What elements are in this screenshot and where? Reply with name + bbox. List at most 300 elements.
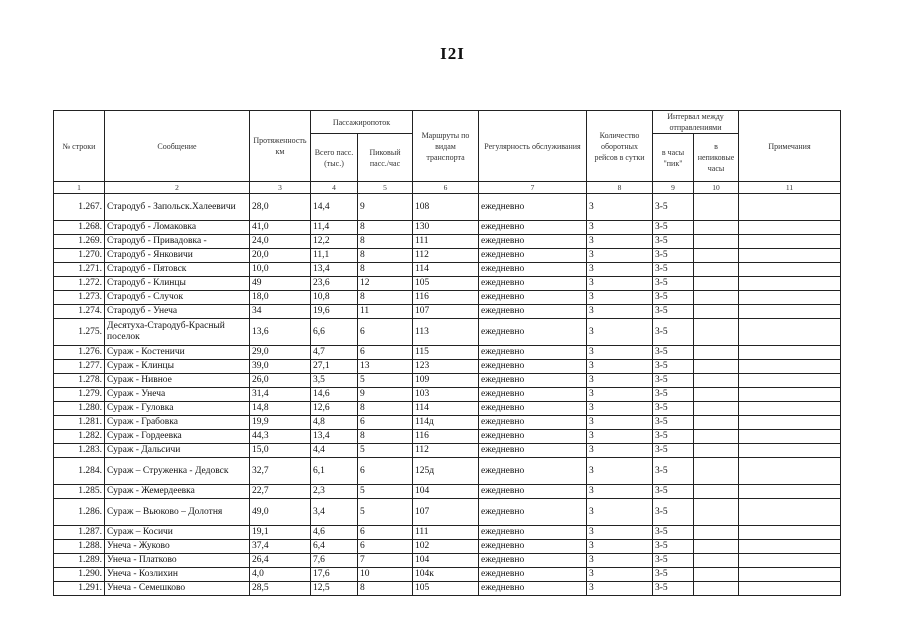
interval-offpeak-cell [694, 263, 739, 277]
passenger-peak-cell: 6 [358, 346, 413, 360]
table-row [54, 582, 841, 596]
route-name-cell: Сураж - Грабовка [105, 416, 250, 430]
row-number-cell: 1.275. [54, 319, 105, 346]
column-number: 4 [311, 182, 358, 194]
interval-offpeak-cell [694, 305, 739, 319]
interval-offpeak-cell [694, 430, 739, 444]
length-cell: 44,3 [250, 430, 311, 444]
route-name-cell: Стародуб - Случок [105, 291, 250, 305]
column-number: 11 [739, 182, 841, 194]
row-number-cell: 1.286. [54, 499, 105, 526]
passenger-peak-cell: 6 [358, 458, 413, 485]
passenger-total-cell: 10,8 [311, 291, 358, 305]
interval-peak-cell: 3-5 [653, 568, 694, 582]
length-cell: 34 [250, 305, 311, 319]
notes-cell [739, 540, 841, 554]
route-number-cell: 123 [413, 360, 479, 374]
passenger-peak-cell: 5 [358, 374, 413, 388]
notes-cell [739, 194, 841, 221]
column-number: 2 [105, 182, 250, 194]
length-cell: 20,0 [250, 249, 311, 263]
column-number: 8 [587, 182, 653, 194]
interval-offpeak-cell [694, 346, 739, 360]
interval-offpeak-cell [694, 277, 739, 291]
route-number-cell: 113 [413, 319, 479, 346]
interval-offpeak-cell [694, 319, 739, 346]
header-trips: Количество оборотных рейсов в сутки [587, 111, 653, 182]
passenger-peak-cell: 5 [358, 485, 413, 499]
trips-cell: 3 [587, 485, 653, 499]
trips-cell: 3 [587, 568, 653, 582]
route-name-cell: Стародуб - Унеча [105, 305, 250, 319]
interval-peak-cell: 3-5 [653, 554, 694, 568]
table-row [54, 277, 841, 291]
regularity-cell: ежедневно [479, 388, 587, 402]
passenger-peak-cell: 8 [358, 249, 413, 263]
route-number-cell: 109 [413, 374, 479, 388]
routes-table [53, 110, 841, 596]
row-number-cell: 1.279. [54, 388, 105, 402]
passenger-total-cell: 11,4 [311, 221, 358, 235]
row-number-cell: 1.287. [54, 526, 105, 540]
passenger-total-cell: 23,6 [311, 277, 358, 291]
route-number-cell: 116 [413, 291, 479, 305]
header-interval: Интервал между отправлениями [653, 111, 739, 134]
trips-cell: 3 [587, 582, 653, 596]
length-cell: 26,0 [250, 374, 311, 388]
interval-offpeak-cell [694, 194, 739, 221]
notes-cell [739, 485, 841, 499]
route-number-cell: 115 [413, 346, 479, 360]
length-cell: 10,0 [250, 263, 311, 277]
table-row [54, 388, 841, 402]
route-number-cell: 104 [413, 485, 479, 499]
route-name-cell: Сураж - Гордеевка [105, 430, 250, 444]
length-cell: 49 [250, 277, 311, 291]
route-name-cell: Сураж - Гуловка [105, 402, 250, 416]
passenger-total-cell: 3,4 [311, 499, 358, 526]
interval-offpeak-cell [694, 360, 739, 374]
table-row [54, 374, 841, 388]
interval-offpeak-cell [694, 582, 739, 596]
regularity-cell: ежедневно [479, 444, 587, 458]
route-name-cell: Сураж - Клинцы [105, 360, 250, 374]
route-number-cell: 112 [413, 249, 479, 263]
table-row [54, 540, 841, 554]
length-cell: 37,4 [250, 540, 311, 554]
route-name-cell: Сураж – Вьюково – Долотня [105, 499, 250, 526]
route-name-cell: Стародуб - Пятовск [105, 263, 250, 277]
header-regularity: Регулярность обслуживания [479, 111, 587, 182]
regularity-cell: ежедневно [479, 416, 587, 430]
passenger-peak-cell: 6 [358, 319, 413, 346]
passenger-total-cell: 3,5 [311, 374, 358, 388]
interval-peak-cell: 3-5 [653, 277, 694, 291]
length-cell: 13,6 [250, 319, 311, 346]
route-name-cell: Стародуб - Ломаковка [105, 221, 250, 235]
interval-offpeak-cell [694, 388, 739, 402]
passenger-total-cell: 14,4 [311, 194, 358, 221]
length-cell: 24,0 [250, 235, 311, 249]
notes-cell [739, 554, 841, 568]
table-row [54, 402, 841, 416]
trips-cell: 3 [587, 526, 653, 540]
interval-peak-cell: 3-5 [653, 291, 694, 305]
route-name-cell: Унеча - Семешково [105, 582, 250, 596]
route-name-cell: Сураж - Дальсичи [105, 444, 250, 458]
route-name-cell: Сураж – Струженка - Дедовск [105, 458, 250, 485]
passenger-total-cell: 11,1 [311, 249, 358, 263]
route-number-cell: 105 [413, 582, 479, 596]
table-row [54, 263, 841, 277]
column-number: 7 [479, 182, 587, 194]
trips-cell: 3 [587, 319, 653, 346]
passenger-peak-cell: 8 [358, 430, 413, 444]
interval-offpeak-cell [694, 499, 739, 526]
passenger-peak-cell: 7 [358, 554, 413, 568]
notes-cell [739, 444, 841, 458]
interval-peak-cell: 3-5 [653, 249, 694, 263]
regularity-cell: ежедневно [479, 291, 587, 305]
interval-peak-cell: 3-5 [653, 374, 694, 388]
passenger-peak-cell: 8 [358, 291, 413, 305]
row-number-cell: 1.282. [54, 430, 105, 444]
table-row [54, 221, 841, 235]
passenger-total-cell: 4,7 [311, 346, 358, 360]
trips-cell: 3 [587, 360, 653, 374]
notes-cell [739, 582, 841, 596]
interval-offpeak-cell [694, 235, 739, 249]
column-number: 10 [694, 182, 739, 194]
table-row [54, 458, 841, 485]
notes-cell [739, 526, 841, 540]
passenger-total-cell: 12,2 [311, 235, 358, 249]
trips-cell: 3 [587, 235, 653, 249]
row-number-cell: 1.277. [54, 360, 105, 374]
interval-peak-cell: 3-5 [653, 430, 694, 444]
length-cell: 4,0 [250, 568, 311, 582]
column-numbers-row [54, 182, 841, 194]
column-number: 1 [54, 182, 105, 194]
table-row [54, 319, 841, 346]
interval-peak-cell: 3-5 [653, 458, 694, 485]
header-total: Всего пасс.(тыс.) [311, 134, 358, 182]
regularity-cell: ежедневно [479, 430, 587, 444]
route-name-cell: Стародуб - Янковичи [105, 249, 250, 263]
interval-peak-cell: 3-5 [653, 235, 694, 249]
regularity-cell: ежедневно [479, 194, 587, 221]
notes-cell [739, 291, 841, 305]
regularity-cell: ежедневно [479, 221, 587, 235]
notes-cell [739, 235, 841, 249]
trips-cell: 3 [587, 291, 653, 305]
row-number-cell: 1.268. [54, 221, 105, 235]
route-name-cell: Стародуб - Запольск.Халеевичи [105, 194, 250, 221]
route-name-cell: Сураж - Жемердеевка [105, 485, 250, 499]
interval-offpeak-cell [694, 291, 739, 305]
interval-peak-cell: 3-5 [653, 194, 694, 221]
route-number-cell: 114д [413, 416, 479, 430]
interval-offpeak-cell [694, 374, 739, 388]
passenger-total-cell: 4,6 [311, 526, 358, 540]
notes-cell [739, 499, 841, 526]
regularity-cell: ежедневно [479, 554, 587, 568]
table-body [54, 194, 841, 596]
trips-cell: 3 [587, 444, 653, 458]
column-number: 6 [413, 182, 479, 194]
table-row [54, 235, 841, 249]
passenger-peak-cell: 8 [358, 263, 413, 277]
trips-cell: 3 [587, 194, 653, 221]
regularity-cell: ежедневно [479, 582, 587, 596]
passenger-peak-cell: 9 [358, 388, 413, 402]
regularity-cell: ежедневно [479, 485, 587, 499]
length-cell: 22,7 [250, 485, 311, 499]
row-number-cell: 1.276. [54, 346, 105, 360]
interval-peak-cell: 3-5 [653, 388, 694, 402]
length-cell: 49,0 [250, 499, 311, 526]
notes-cell [739, 416, 841, 430]
regularity-cell: ежедневно [479, 526, 587, 540]
passenger-total-cell: 27,1 [311, 360, 358, 374]
row-number-cell: 1.281. [54, 416, 105, 430]
table-row [54, 416, 841, 430]
regularity-cell: ежедневно [479, 346, 587, 360]
passenger-peak-cell: 9 [358, 194, 413, 221]
trips-cell: 3 [587, 388, 653, 402]
table-row [54, 554, 841, 568]
passenger-peak-cell: 10 [358, 568, 413, 582]
interval-peak-cell: 3-5 [653, 319, 694, 346]
length-cell: 31,4 [250, 388, 311, 402]
interval-peak-cell: 3-5 [653, 221, 694, 235]
row-number-cell: 1.267. [54, 194, 105, 221]
trips-cell: 3 [587, 540, 653, 554]
route-number-cell: 111 [413, 235, 479, 249]
route-number-cell: 104 [413, 554, 479, 568]
interval-peak-cell: 3-5 [653, 485, 694, 499]
route-name-cell: Десятуха-Стародуб-Красный поселок [105, 319, 250, 346]
regularity-cell: ежедневно [479, 402, 587, 416]
passenger-total-cell: 13,4 [311, 430, 358, 444]
regularity-cell: ежедневно [479, 499, 587, 526]
length-cell: 29,0 [250, 346, 311, 360]
route-name-cell: Стародуб - Привадовка - [105, 235, 250, 249]
route-number-cell: 107 [413, 305, 479, 319]
passenger-peak-cell: 6 [358, 540, 413, 554]
passenger-peak-cell: 8 [358, 221, 413, 235]
route-number-cell: 107 [413, 499, 479, 526]
trips-cell: 3 [587, 499, 653, 526]
row-number-cell: 1.272. [54, 277, 105, 291]
table-row [54, 194, 841, 221]
header-routes: Маршруты по видам транспорта [413, 111, 479, 182]
route-number-cell: 116 [413, 430, 479, 444]
regularity-cell: ежедневно [479, 235, 587, 249]
interval-offpeak-cell [694, 444, 739, 458]
passenger-peak-cell: 5 [358, 499, 413, 526]
trips-cell: 3 [587, 430, 653, 444]
route-number-cell: 105 [413, 277, 479, 291]
table-row [54, 444, 841, 458]
trips-cell: 3 [587, 458, 653, 485]
table-row [54, 485, 841, 499]
header-offpeak-hours: в непиковые часы [694, 134, 739, 182]
length-cell: 39,0 [250, 360, 311, 374]
header-notes: Примечания [739, 111, 841, 182]
column-number: 5 [358, 182, 413, 194]
length-cell: 28,0 [250, 194, 311, 221]
interval-offpeak-cell [694, 416, 739, 430]
passenger-total-cell: 12,6 [311, 402, 358, 416]
passenger-total-cell: 14,6 [311, 388, 358, 402]
interval-offpeak-cell [694, 249, 739, 263]
trips-cell: 3 [587, 305, 653, 319]
row-number-cell: 1.271. [54, 263, 105, 277]
notes-cell [739, 346, 841, 360]
passenger-total-cell: 13,4 [311, 263, 358, 277]
table-row [54, 346, 841, 360]
table-header [54, 111, 841, 194]
header-route: Сообщение [105, 111, 250, 182]
table-row [54, 499, 841, 526]
route-name-cell: Стародуб - Клинцы [105, 277, 250, 291]
passenger-peak-cell: 5 [358, 444, 413, 458]
route-number-cell: 114 [413, 263, 479, 277]
trips-cell: 3 [587, 374, 653, 388]
passenger-peak-cell: 6 [358, 526, 413, 540]
table-row [54, 430, 841, 444]
interval-peak-cell: 3-5 [653, 499, 694, 526]
notes-cell [739, 221, 841, 235]
header-peak-hours: в часы "пик" [653, 134, 694, 182]
regularity-cell: ежедневно [479, 263, 587, 277]
route-number-cell: 108 [413, 194, 479, 221]
interval-peak-cell: 3-5 [653, 346, 694, 360]
interval-offpeak-cell [694, 485, 739, 499]
table-row [54, 305, 841, 319]
regularity-cell: ежедневно [479, 277, 587, 291]
passenger-total-cell: 4,4 [311, 444, 358, 458]
route-name-cell: Унеча - Жуково [105, 540, 250, 554]
passenger-total-cell: 6,1 [311, 458, 358, 485]
length-cell: 14,8 [250, 402, 311, 416]
interval-offpeak-cell [694, 554, 739, 568]
interval-peak-cell: 3-5 [653, 416, 694, 430]
passenger-peak-cell: 8 [358, 582, 413, 596]
passenger-peak-cell: 13 [358, 360, 413, 374]
passenger-peak-cell: 8 [358, 402, 413, 416]
length-cell: 18,0 [250, 291, 311, 305]
trips-cell: 3 [587, 277, 653, 291]
route-name-cell: Сураж – Косичи [105, 526, 250, 540]
row-number-cell: 1.288. [54, 540, 105, 554]
interval-peak-cell: 3-5 [653, 402, 694, 416]
interval-peak-cell: 3-5 [653, 360, 694, 374]
interval-peak-cell: 3-5 [653, 444, 694, 458]
interval-peak-cell: 3-5 [653, 305, 694, 319]
length-cell: 15,0 [250, 444, 311, 458]
regularity-cell: ежедневно [479, 319, 587, 346]
regularity-cell: ежедневно [479, 249, 587, 263]
interval-offpeak-cell [694, 540, 739, 554]
route-name-cell: Унеча - Козлихин [105, 568, 250, 582]
route-number-cell: 130 [413, 221, 479, 235]
interval-offpeak-cell [694, 221, 739, 235]
header-passenger-flow: Пассажиропоток [311, 111, 413, 134]
route-number-cell: 114 [413, 402, 479, 416]
row-number-cell: 1.269. [54, 235, 105, 249]
regularity-cell: ежедневно [479, 360, 587, 374]
route-name-cell: Сураж - Костеничи [105, 346, 250, 360]
passenger-total-cell: 17,6 [311, 568, 358, 582]
interval-offpeak-cell [694, 458, 739, 485]
trips-cell: 3 [587, 346, 653, 360]
row-number-cell: 1.290. [54, 568, 105, 582]
notes-cell [739, 263, 841, 277]
header-length: Протяженность км [250, 111, 311, 182]
row-number-cell: 1.285. [54, 485, 105, 499]
table-row [54, 526, 841, 540]
passenger-peak-cell: 8 [358, 235, 413, 249]
notes-cell [739, 319, 841, 346]
header-row-no: № строки [54, 111, 105, 182]
notes-cell [739, 430, 841, 444]
regularity-cell: ежедневно [479, 305, 587, 319]
column-number: 3 [250, 182, 311, 194]
row-number-cell: 1.273. [54, 291, 105, 305]
interval-offpeak-cell [694, 526, 739, 540]
route-number-cell: 112 [413, 444, 479, 458]
row-number-cell: 1.291. [54, 582, 105, 596]
interval-peak-cell: 3-5 [653, 582, 694, 596]
interval-peak-cell: 3-5 [653, 526, 694, 540]
notes-cell [739, 568, 841, 582]
trips-cell: 3 [587, 221, 653, 235]
length-cell: 26,4 [250, 554, 311, 568]
table-row [54, 360, 841, 374]
length-cell: 19,1 [250, 526, 311, 540]
trips-cell: 3 [587, 249, 653, 263]
notes-cell [739, 249, 841, 263]
notes-cell [739, 458, 841, 485]
route-name-cell: Унеча - Платково [105, 554, 250, 568]
passenger-total-cell: 19,6 [311, 305, 358, 319]
regularity-cell: ежедневно [479, 540, 587, 554]
passenger-peak-cell: 12 [358, 277, 413, 291]
notes-cell [739, 374, 841, 388]
passenger-total-cell: 6,6 [311, 319, 358, 346]
interval-offpeak-cell [694, 402, 739, 416]
row-number-cell: 1.280. [54, 402, 105, 416]
route-name-cell: Сураж - Унеча [105, 388, 250, 402]
trips-cell: 3 [587, 416, 653, 430]
row-number-cell: 1.283. [54, 444, 105, 458]
header-peak: Пиковый пасс./час [358, 134, 413, 182]
notes-cell [739, 277, 841, 291]
passenger-total-cell: 2,3 [311, 485, 358, 499]
row-number-cell: 1.284. [54, 458, 105, 485]
length-cell: 28,5 [250, 582, 311, 596]
column-number: 9 [653, 182, 694, 194]
trips-cell: 3 [587, 263, 653, 277]
route-number-cell: 104к [413, 568, 479, 582]
row-number-cell: 1.274. [54, 305, 105, 319]
interval-peak-cell: 3-5 [653, 263, 694, 277]
notes-cell [739, 360, 841, 374]
route-number-cell: 111 [413, 526, 479, 540]
regularity-cell: ежедневно [479, 458, 587, 485]
